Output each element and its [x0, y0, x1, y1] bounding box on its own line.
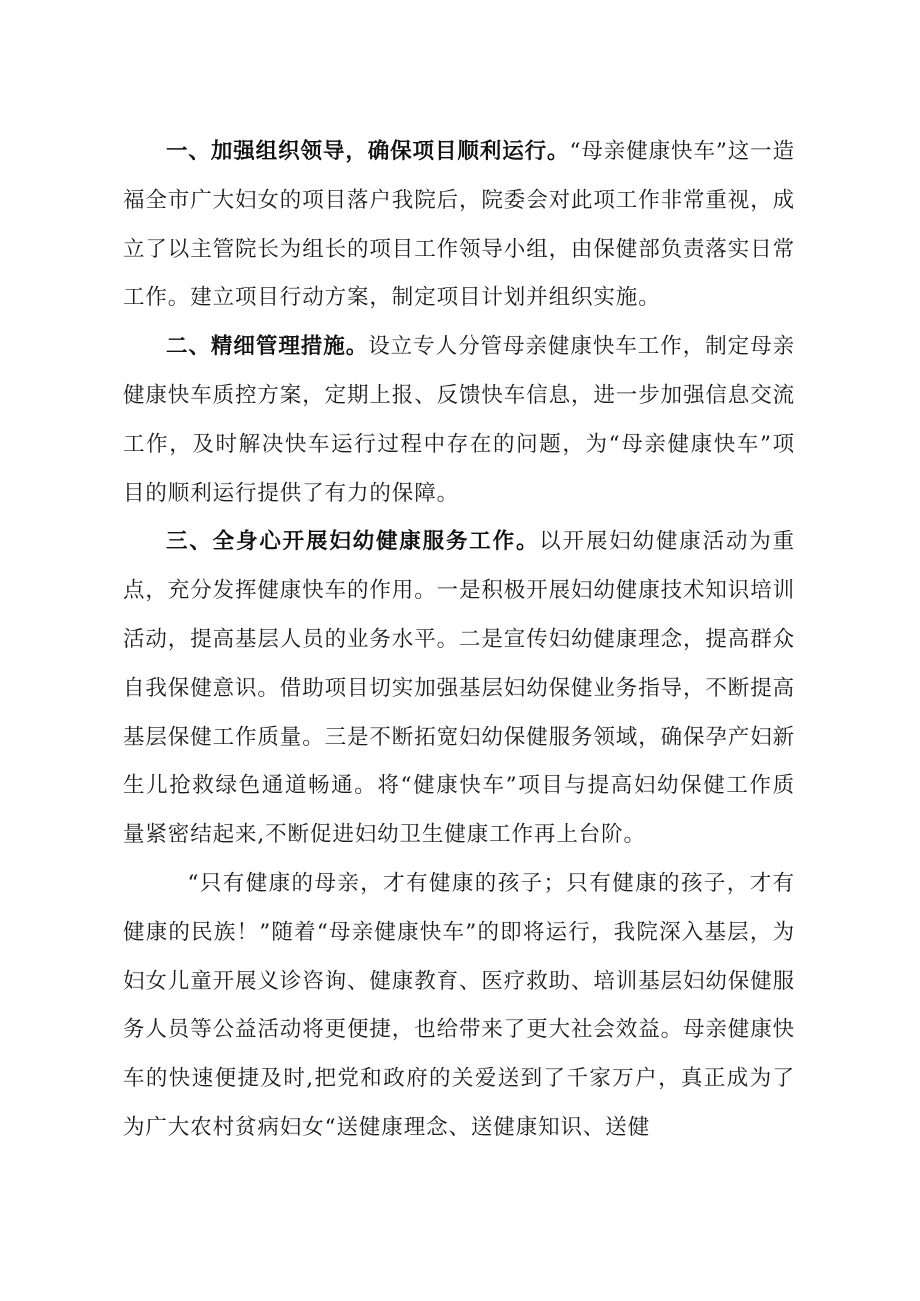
document-body: [123, 128, 795, 1153]
paragraph-organization: [123, 128, 795, 323]
paragraph-service: [123, 518, 795, 860]
paragraph-heading: 二、精细管理措施。: [166, 334, 369, 360]
paragraph-heading: 三、全身心开展妇幼健康服务工作。: [166, 529, 540, 555]
paragraph-text: “母亲健康快车”这一造福全市广大妇女的项目落户我院后，院委会对此项工作非常重视，成立了以主管院长为组长的项目工作领导小组，由保健部负责落实日常工作。建立项目行动方案，制定项目计划并组织实施。: [123, 139, 796, 311]
paragraph-text: 以开展妇幼健康活动为重点，充分发挥健康快车的作用。一是积极开展妇幼健康技术知识培训活动，提高基层人员的业务水平。二是宣传妇幼健康理念，提高群众自我保健意识。借助项目切实加强基层妇幼保健业务指导，不断提高基层保健工作质量。三是不断拓宽妇幼保健服务领域，确保孕产妇新生儿抢救绿色通道畅通。将“健康快车”项目与提高妇幼保健工作质量紧密结起来,不断促进妇幼卫生健康工作再上台阶。: [123, 529, 796, 848]
paragraph-management: [123, 323, 795, 518]
paragraph-closing: “只有健康的母亲，才有健康的孩子；只有健康的孩子，才有健康的民族！”随着“母亲健康快车”的即将运行，我院深入基层，为妇女儿童开展义诊咨询、健康教育、医疗救助、培训基层妇幼保健服务人员等公益活动将更便捷，也给带来了更大社会效益。母亲健康快车的快速便捷及时,把党和政府的关爱送到了千家万户，真正成为了为广大农村贫病妇女“送健康理念、送健康知识、送健: [123, 870, 796, 1140]
paragraph-text: 设立专人分管母亲健康快车工作，制定母亲健康快车质控方案，定期上报、反馈快车信息，进一步加强信息交流工作，及时解决快车运行过程中存在的问题，为“母亲健康快车”项目的顺利运行提供了有力的保障。: [123, 334, 796, 506]
paragraph-heading: 一、加强组织领导，确保项目顺利运行。: [166, 139, 570, 164]
